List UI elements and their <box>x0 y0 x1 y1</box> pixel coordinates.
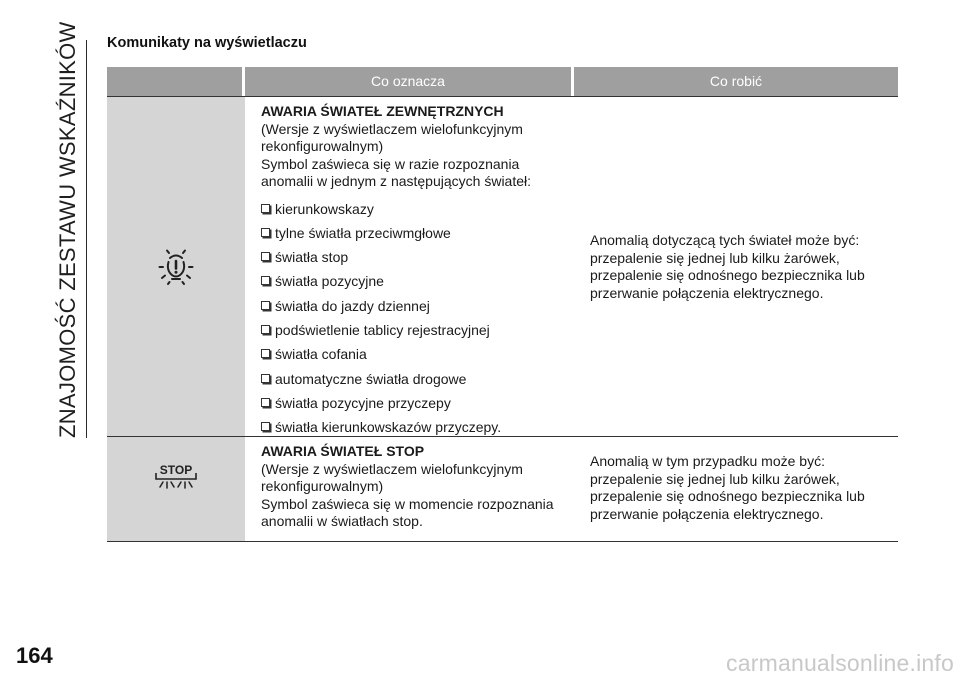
meaning-cell <box>245 437 574 541</box>
messages-table <box>107 67 898 542</box>
list-item: tylne światła przeciwmgłowe <box>261 221 574 245</box>
checkbox-bullet-icon <box>261 276 270 285</box>
checkbox-bullet-icon <box>261 374 270 383</box>
entry-description: Symbol zaświeca się w razie rozpoznania anomalii w jednym z następujących świateł: <box>261 155 532 189</box>
lights-list <box>261 197 574 440</box>
list-item: kierunkowskazy <box>261 197 574 221</box>
entry-title: AWARIA ŚWIATEŁ STOP <box>261 443 425 459</box>
checkbox-bullet-icon <box>261 228 270 237</box>
list-item: światła cofania <box>261 342 574 366</box>
icon-cell <box>107 437 245 541</box>
action-cell <box>574 97 898 436</box>
checkbox-bullet-icon <box>261 398 270 407</box>
checkbox-bullet-icon <box>261 325 270 334</box>
checkbox-bullet-icon <box>261 422 270 431</box>
list-item: światła pozycyjne przyczepy <box>261 391 574 415</box>
list-item: światła pozycyjne <box>261 269 574 293</box>
page-number: 164 <box>16 643 53 668</box>
entry-title: AWARIA ŚWIATEŁ ZEWNĘTRZNYCH <box>261 103 504 119</box>
watermark: carmanualsonline.info <box>726 650 954 676</box>
icon-cell <box>107 97 245 436</box>
version-note: (Wersje z wyświetlaczem wielofunkcyjnym rekonfigurowalnym) <box>261 460 523 494</box>
action-cell <box>574 437 898 541</box>
checkbox-bullet-icon <box>261 349 270 358</box>
list-item: podświetlenie tablicy rejestracyjnej <box>261 318 574 342</box>
stop-icon-label: STOP <box>159 463 193 477</box>
header-icon-column <box>107 67 242 96</box>
header-meaning: Co oznacza <box>245 67 571 96</box>
checkbox-bullet-icon <box>261 301 270 310</box>
list-item: automatyczne światła drogowe <box>261 367 574 391</box>
version-note: (Wersje z wyświetlaczem wielofunkcyjnym rekonfigurowalnym) <box>261 120 523 154</box>
checkbox-bullet-icon <box>261 204 270 213</box>
table-header <box>107 67 898 96</box>
action-text: Anomalią w tym przypadku może być: przepalenie się jednej lub kilku żarówek, przepalenie się odnośnego bezpiecznika lub przerwanie połączenia elektrycznego. <box>590 453 865 522</box>
exterior-light-failure-icon <box>156 249 196 285</box>
list-item: światła do jazdy dziennej <box>261 294 574 318</box>
side-rule <box>86 40 87 438</box>
stop-light-failure-icon <box>154 463 198 493</box>
action-text: Anomalią dotyczącą tych świateł może być: przepalenie się jednej lub kilku żarówek, przepalenie się odnośnego bezpiecznika lub przerwanie połączenia elektrycznego. <box>590 232 865 301</box>
header-action: Co robić <box>574 67 898 96</box>
list-item: światła kierunkowskazów przyczepy. <box>261 415 574 439</box>
meaning-cell <box>245 97 574 436</box>
table-row <box>107 436 898 542</box>
table-row <box>107 96 898 436</box>
entry-description: Symbol zaświeca się w momencie rozpoznania anomalii w światłach stop. <box>261 495 554 529</box>
list-item: światła stop <box>261 245 574 269</box>
checkbox-bullet-icon <box>261 252 270 261</box>
section-heading: Komunikaty na wyświetlaczu <box>107 35 307 51</box>
chapter-title: ZNAJOMOŚĆ ZESTAWU WSKAŹNIKÓW <box>55 21 80 438</box>
